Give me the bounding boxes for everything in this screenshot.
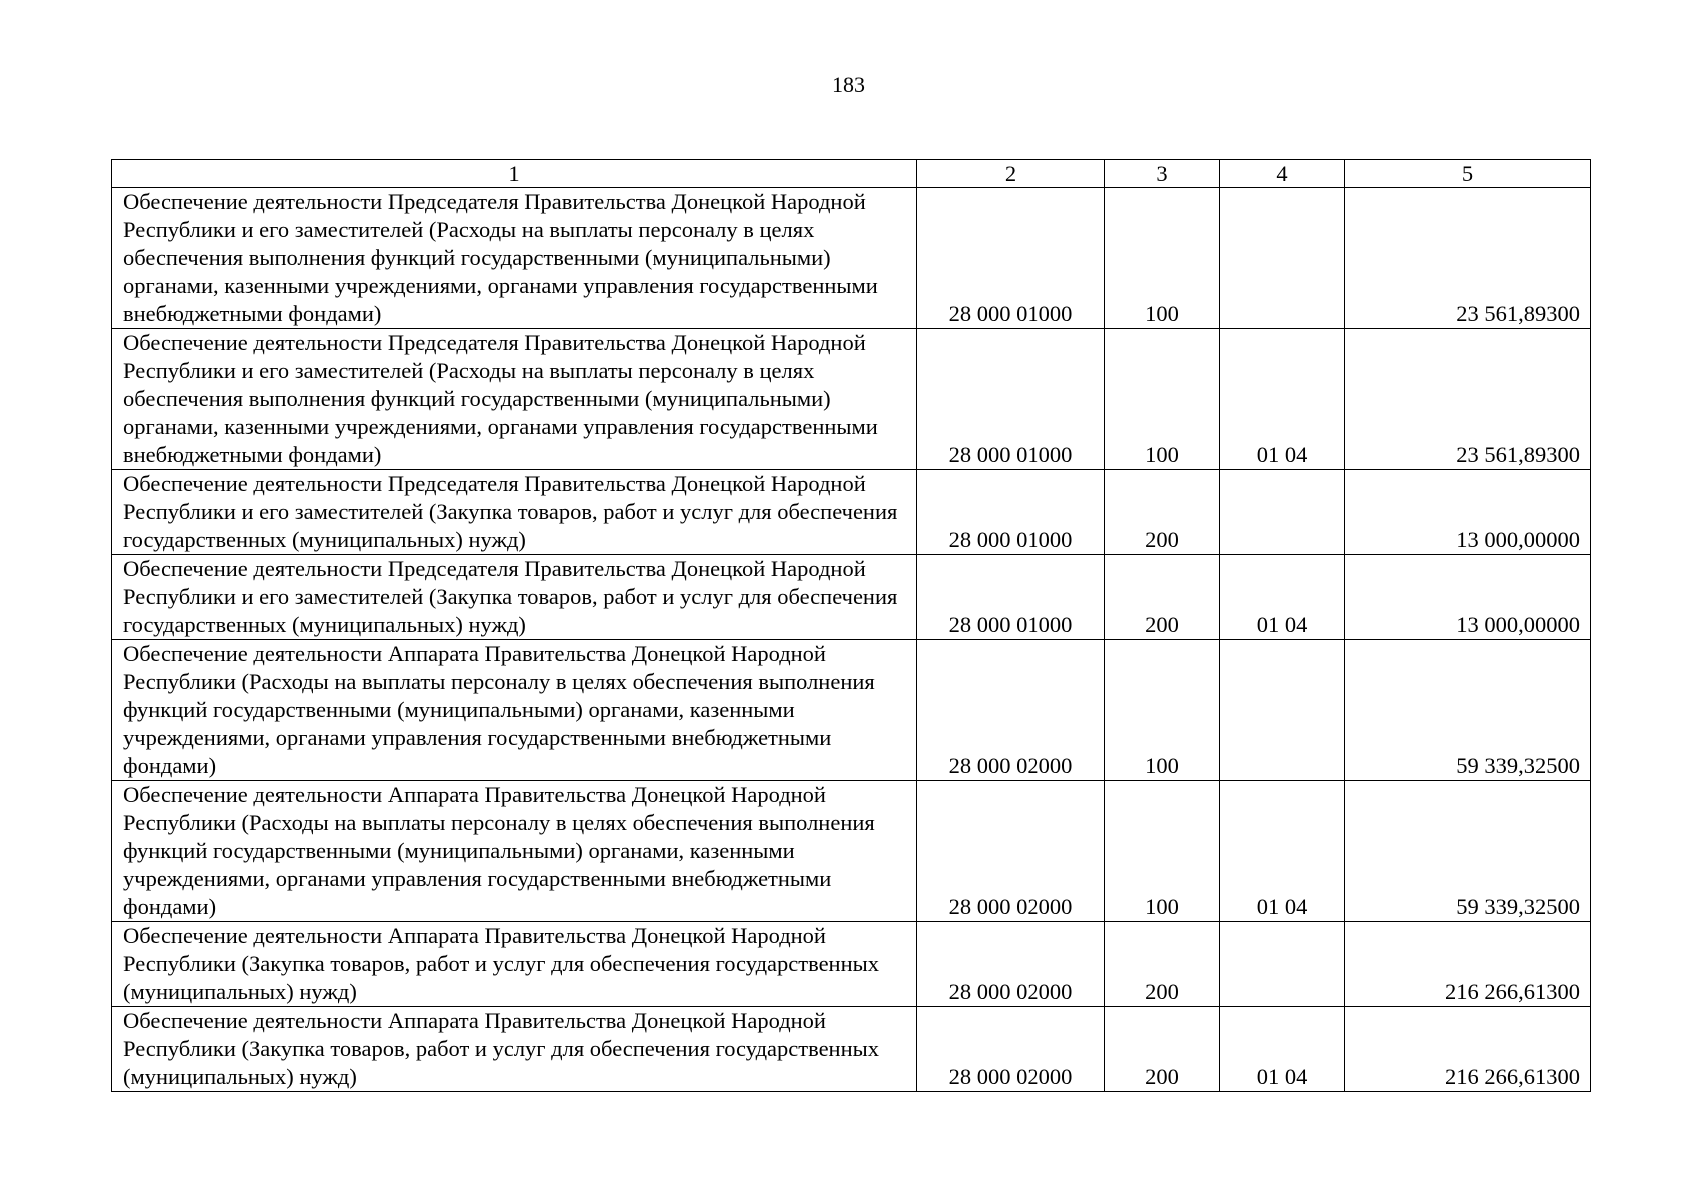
row-section: 01 04 xyxy=(1220,555,1345,640)
row-description: Обеспечение деятельности Аппарата Правительства Донецкой Народной Республики (Закупка товаров, работ и услуг для обеспечения государственных (муниципальных) нужд) xyxy=(112,922,917,1007)
budget-table xyxy=(111,159,1591,1092)
table-row xyxy=(112,329,1591,470)
page-number: 183 xyxy=(832,72,865,97)
table-header-row xyxy=(112,160,1591,188)
table-row xyxy=(112,922,1591,1007)
table-row xyxy=(112,188,1591,329)
row-expense-type: 100 xyxy=(1105,188,1220,329)
table-row xyxy=(112,1007,1591,1092)
row-target-code: 28 000 02000 xyxy=(917,1007,1105,1092)
row-target-code: 28 000 01000 xyxy=(917,188,1105,329)
row-target-code: 28 000 01000 xyxy=(917,329,1105,470)
header-col-3: 3 xyxy=(1105,160,1220,188)
header-col-1: 1 xyxy=(112,160,917,188)
row-amount: 216 266,61300 xyxy=(1345,1007,1591,1092)
row-description: Обеспечение деятельности Аппарата Правительства Донецкой Народной Республики (Закупка товаров, работ и услуг для обеспечения государственных (муниципальных) нужд) xyxy=(112,1007,917,1092)
header-col-5: 5 xyxy=(1345,160,1591,188)
row-target-code: 28 000 02000 xyxy=(917,922,1105,1007)
row-target-code: 28 000 01000 xyxy=(917,470,1105,555)
row-amount: 23 561,89300 xyxy=(1345,188,1591,329)
table-row xyxy=(112,555,1591,640)
row-target-code: 28 000 02000 xyxy=(917,781,1105,922)
row-expense-type: 200 xyxy=(1105,1007,1220,1092)
row-expense-type: 100 xyxy=(1105,329,1220,470)
row-amount: 59 339,32500 xyxy=(1345,781,1591,922)
row-section: 01 04 xyxy=(1220,329,1345,470)
header-col-4: 4 xyxy=(1220,160,1345,188)
row-description: Обеспечение деятельности Председателя Правительства Донецкой Народной Республики и его заместителей (Расходы на выплаты персоналу в целях обеспечения выполнения функций государственными (муниципальными) органами, казенными учреждениями, органами управления государственными внебюджетными фондами) xyxy=(112,188,917,329)
row-amount: 13 000,00000 xyxy=(1345,470,1591,555)
row-description: Обеспечение деятельности Председателя Правительства Донецкой Народной Республики и его заместителей (Закупка товаров, работ и услуг для обеспечения государственных (муниципальных) нужд) xyxy=(112,555,917,640)
row-expense-type: 200 xyxy=(1105,922,1220,1007)
row-section: 01 04 xyxy=(1220,1007,1345,1092)
row-amount: 13 000,00000 xyxy=(1345,555,1591,640)
row-amount: 59 339,32500 xyxy=(1345,640,1591,781)
row-expense-type: 100 xyxy=(1105,640,1220,781)
row-description: Обеспечение деятельности Аппарата Правительства Донецкой Народной Республики (Расходы на выплаты персоналу в целях обеспечения выполнения функций государственными (муниципальными) органами, казенными учреждениями, органами управления государственными внебюджетными фондами) xyxy=(112,640,917,781)
row-section xyxy=(1220,640,1345,781)
row-expense-type: 200 xyxy=(1105,555,1220,640)
row-expense-type: 200 xyxy=(1105,470,1220,555)
row-section xyxy=(1220,188,1345,329)
row-amount: 23 561,89300 xyxy=(1345,329,1591,470)
row-section xyxy=(1220,922,1345,1007)
table-row xyxy=(112,781,1591,922)
table-row xyxy=(112,640,1591,781)
header-col-2: 2 xyxy=(917,160,1105,188)
table-row xyxy=(112,470,1591,555)
row-description: Обеспечение деятельности Аппарата Правительства Донецкой Народной Республики (Расходы на выплаты персоналу в целях обеспечения выполнения функций государственными (муниципальными) органами, казенными учреждениями, органами управления государственными внебюджетными фондами) xyxy=(112,781,917,922)
row-expense-type: 100 xyxy=(1105,781,1220,922)
row-target-code: 28 000 01000 xyxy=(917,555,1105,640)
row-description: Обеспечение деятельности Председателя Правительства Донецкой Народной Республики и его заместителей (Расходы на выплаты персоналу в целях обеспечения выполнения функций государственными (муниципальными) органами, казенными учреждениями, органами управления государственными внебюджетными фондами) xyxy=(112,329,917,470)
row-section: 01 04 xyxy=(1220,781,1345,922)
row-amount: 216 266,61300 xyxy=(1345,922,1591,1007)
row-target-code: 28 000 02000 xyxy=(917,640,1105,781)
row-description: Обеспечение деятельности Председателя Правительства Донецкой Народной Республики и его заместителей (Закупка товаров, работ и услуг для обеспечения государственных (муниципальных) нужд) xyxy=(112,470,917,555)
row-section xyxy=(1220,470,1345,555)
